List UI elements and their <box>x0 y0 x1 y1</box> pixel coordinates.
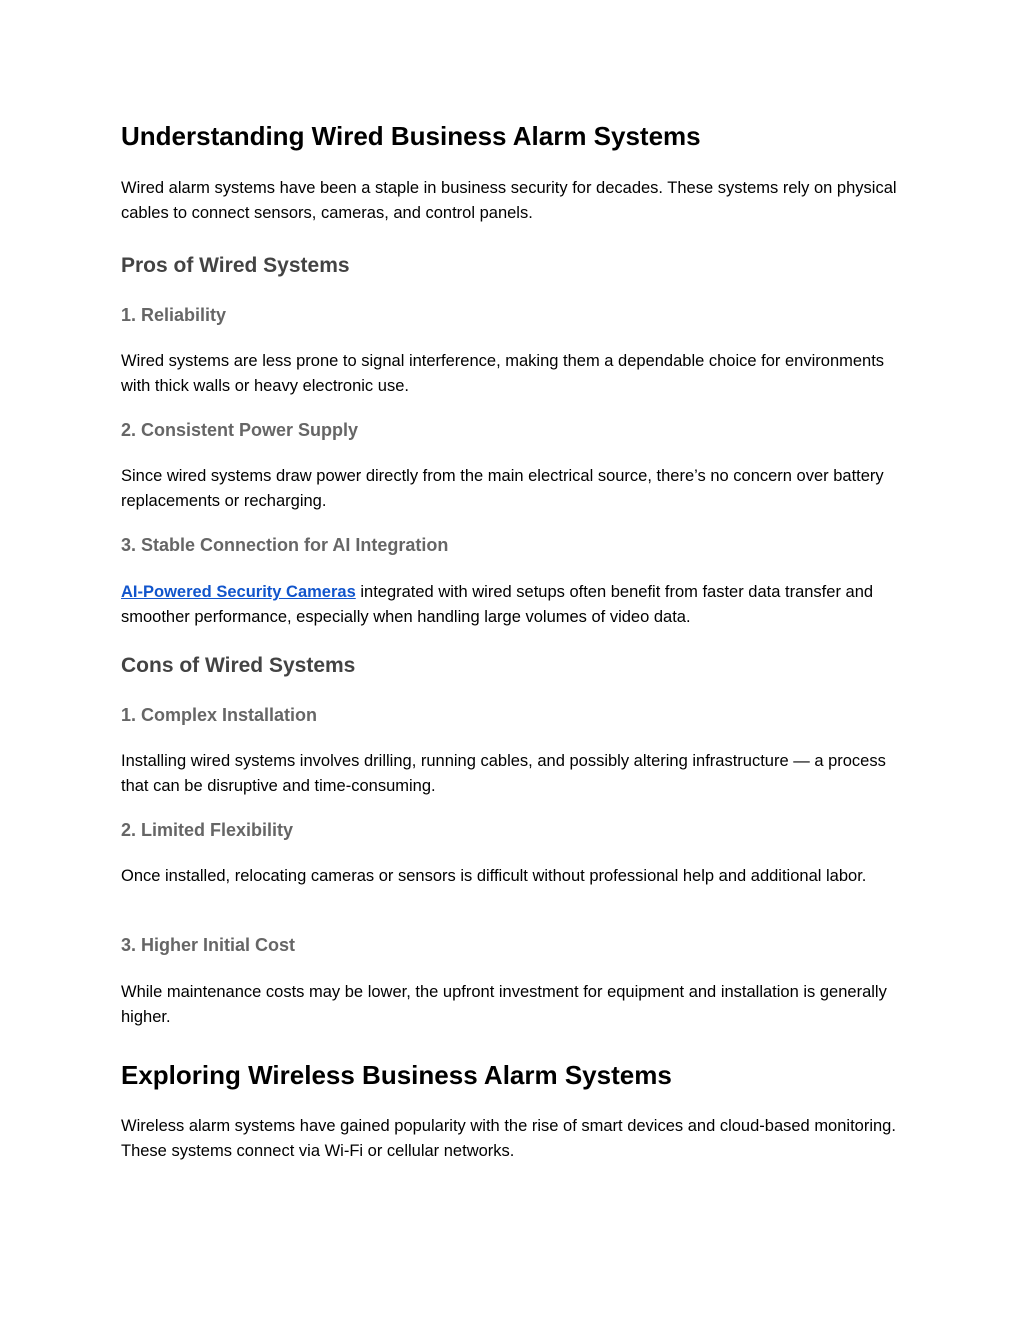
paragraph-reliability: Wired systems are less prone to signal interference, making them a dependable choice for environments with thick walls or heavy electronic use. <box>121 352 885 395</box>
paragraph-complex-installation: Installing wired systems involves drilling, running cables, and possibly altering infrastructure — a process that can be disruptive and time-consuming. <box>121 752 886 795</box>
paragraph-power-supply: Since wired systems draw power directly from the main electrical source, there’s no concern over battery replacements or recharging. <box>121 467 884 510</box>
subheading-higher-cost: 3. Higher Initial Cost <box>121 935 296 955</box>
paragraph-ai-integration <box>121 580 911 629</box>
subheading-ai-integration: 3. Stable Connection for AI Integration <box>121 535 449 555</box>
subheading-reliability: 1. Reliability <box>121 305 227 325</box>
heading-cons-wired: Cons of Wired Systems <box>121 654 356 677</box>
heading-pros-wired: Pros of Wired Systems <box>121 254 350 277</box>
paragraph-wireless-intro: Wireless alarm systems have gained popularity with the rise of smart devices and cloud-based monitoring. These systems connect via Wi-Fi or cellular networks. <box>121 1117 896 1160</box>
paragraph-wired-intro: Wired alarm systems have been a staple in business security for decades. These systems rely on physical cables to connect sensors, cameras, and control panels. <box>121 179 897 222</box>
subheading-limited-flexibility: 2. Limited Flexibility <box>121 820 294 840</box>
paragraph-higher-cost: While maintenance costs may be lower, the upfront investment for equipment and installation is generally higher. <box>121 983 887 1026</box>
paragraph-ai-integration-text: integrated with wired setups often benefit from faster data transfer and smoother performance, especially when handling large volumes of video data. <box>121 583 874 626</box>
section-title-wireless: Exploring Wireless Business Alarm Systems <box>121 1060 672 1090</box>
subheading-power-supply: 2. Consistent Power Supply <box>121 420 359 440</box>
section-title-wired: Understanding Wired Business Alarm Systems <box>121 121 701 151</box>
subheading-complex-installation: 1. Complex Installation <box>121 705 318 725</box>
paragraph-limited-flexibility: Once installed, relocating cameras or sensors is difficult without professional help and additional labor. <box>121 867 867 885</box>
link-ai-security-cameras[interactable]: AI-Powered Security Cameras <box>121 583 356 601</box>
